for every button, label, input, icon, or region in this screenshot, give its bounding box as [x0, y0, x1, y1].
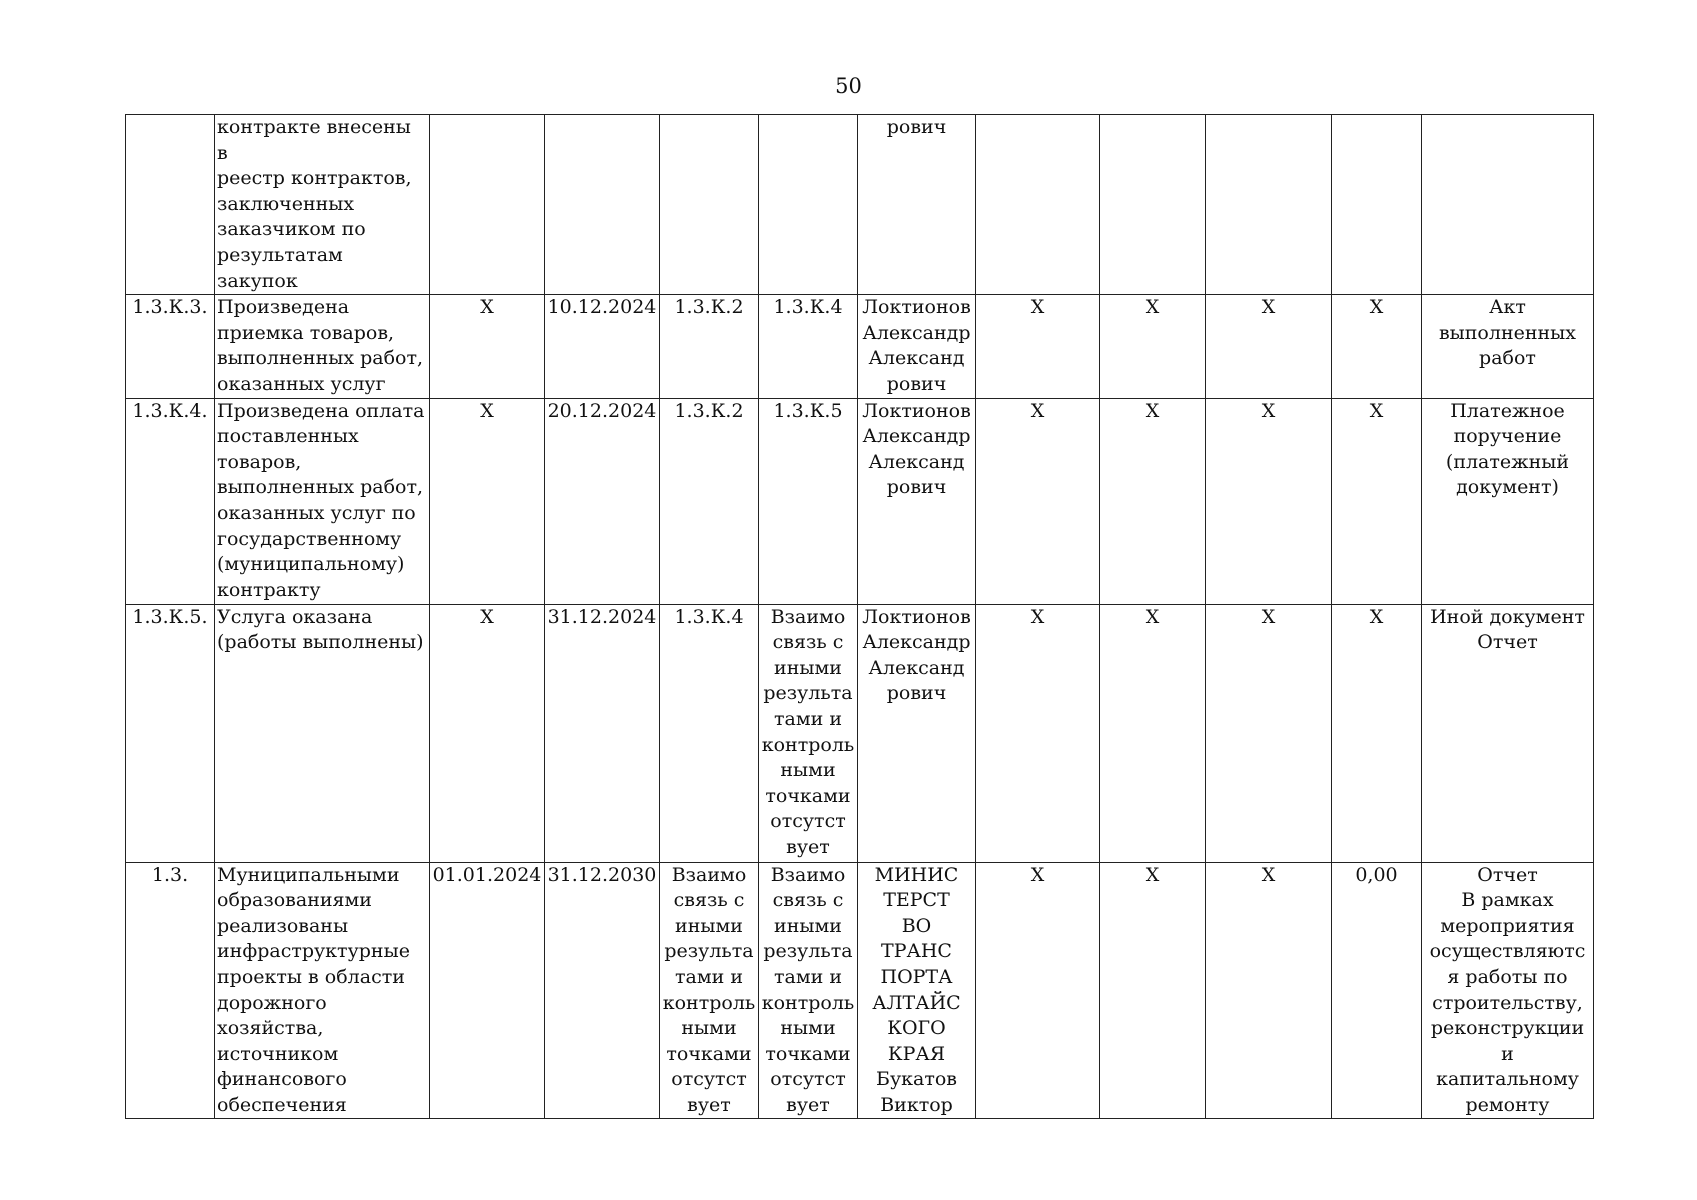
responsible-cell: Локтионов Александр Александ рович [858, 604, 976, 862]
row-number-cell: 1.3. [126, 862, 215, 1119]
end-date-cell: 31.12.2030 [545, 862, 660, 1119]
row-number-cell: 1.3.К.4. [126, 398, 215, 604]
end-date-cell: 31.12.2024 [545, 604, 660, 862]
row-name-cell: Муниципальными образованиями реализованы инфраструктурные проекты в области дорожного хозяйства, источником финансового обеспечения [215, 862, 430, 1119]
column-9-cell: X [1100, 604, 1206, 862]
column-10-cell: X [1206, 398, 1332, 604]
predecessor-cell: 1.3.К.2 [660, 398, 759, 604]
row-name-cell: контракте внесены в реестр контрактов, заключенных заказчиком по результатам закупок [215, 115, 430, 295]
column-9-cell [1100, 115, 1206, 295]
successor-cell: Взаимо связь с иными результа тами и контроль ными точками отсутст вует [759, 862, 858, 1119]
start-date-cell [430, 115, 545, 295]
end-date-cell [545, 115, 660, 295]
end-date-cell: 10.12.2024 [545, 295, 660, 398]
responsible-cell: МИНИС ТЕРСТ ВО ТРАНС ПОРТА АЛТАЙС КОГО КРАЯ Букатов Виктор [858, 862, 976, 1119]
predecessor-cell: 1.3.К.2 [660, 295, 759, 398]
table-row [126, 398, 1594, 604]
responsible-cell: Локтионов Александр Александ рович [858, 295, 976, 398]
table-row [126, 115, 1594, 295]
successor-cell: 1.3.К.4 [759, 295, 858, 398]
column-9-cell: X [1100, 295, 1206, 398]
successor-cell [759, 115, 858, 295]
start-date-cell: 01.01.2024 [430, 862, 545, 1119]
document-cell [1422, 115, 1594, 295]
column-11-cell: X [1332, 604, 1422, 862]
predecessor-cell: Взаимо связь с иными результа тами и контроль ными точками отсутст вует [660, 862, 759, 1119]
responsible-cell: Локтионов Александр Александ рович [858, 398, 976, 604]
document-cell: Отчет В рамках мероприятия осуществляютс я работы по строительству, реконструкции и капитальному ремонту [1422, 862, 1594, 1119]
start-date-cell: X [430, 295, 545, 398]
column-8-cell: X [976, 862, 1100, 1119]
column-11-cell: X [1332, 295, 1422, 398]
page-number: 50 [835, 74, 862, 98]
document-cell: Акт выполненных работ [1422, 295, 1594, 398]
start-date-cell: X [430, 398, 545, 604]
column-10-cell: X [1206, 295, 1332, 398]
column-9-cell: X [1100, 398, 1206, 604]
row-number-cell: 1.3.К.5. [126, 604, 215, 862]
row-number-cell [126, 115, 215, 295]
table-row [126, 295, 1594, 398]
column-11-cell: X [1332, 398, 1422, 604]
row-number-cell: 1.3.К.3. [126, 295, 215, 398]
column-10-cell: X [1206, 604, 1332, 862]
responsible-cell: рович [858, 115, 976, 295]
column-9-cell: X [1100, 862, 1206, 1119]
start-date-cell: X [430, 604, 545, 862]
predecessor-cell [660, 115, 759, 295]
column-8-cell: X [976, 398, 1100, 604]
column-10-cell: X [1206, 862, 1332, 1119]
document-cell: Иной документ Отчет [1422, 604, 1594, 862]
plan-table [125, 114, 1594, 1119]
column-8-cell: X [976, 604, 1100, 862]
column-10-cell [1206, 115, 1332, 295]
document-cell: Платежное поручение (платежный документ) [1422, 398, 1594, 604]
column-11-cell: 0,00 [1332, 862, 1422, 1119]
table-row [126, 862, 1594, 1119]
successor-cell: Взаимо связь с иными результа тами и контроль ными точками отсутст вует [759, 604, 858, 862]
row-name-cell: Произведена приемка товаров, выполненных работ, оказанных услуг [215, 295, 430, 398]
column-8-cell [976, 115, 1100, 295]
successor-cell: 1.3.К.5 [759, 398, 858, 604]
column-11-cell [1332, 115, 1422, 295]
predecessor-cell: 1.3.К.4 [660, 604, 759, 862]
row-name-cell: Произведена оплата поставленных товаров, выполненных работ, оказанных услуг по государственному (муниципальному) контракту [215, 398, 430, 604]
column-8-cell: X [976, 295, 1100, 398]
row-name-cell: Услуга оказана (работы выполнены) [215, 604, 430, 862]
end-date-cell: 20.12.2024 [545, 398, 660, 604]
table-row [126, 604, 1594, 862]
